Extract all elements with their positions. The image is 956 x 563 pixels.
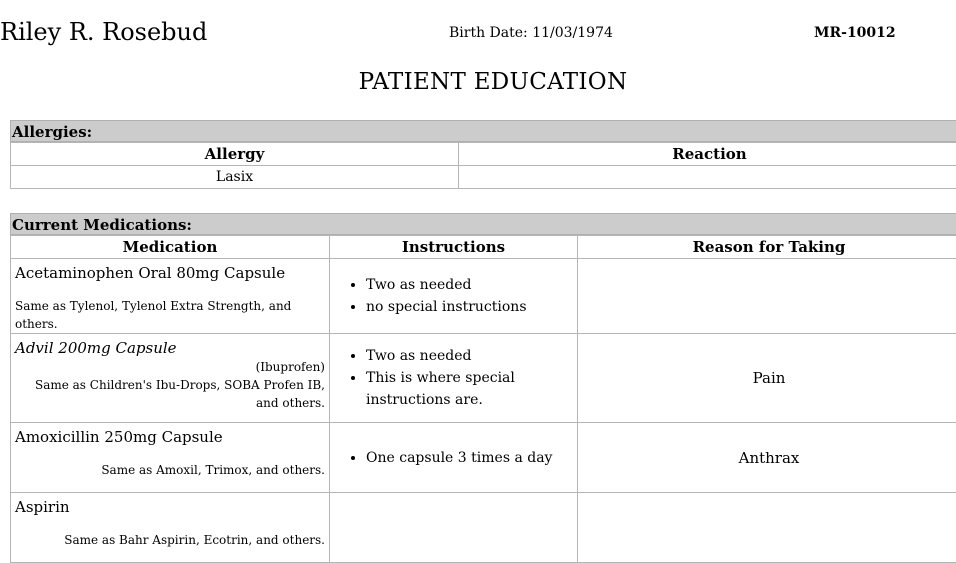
table-row [11,493,956,563]
column-header-reaction: Reaction [459,143,956,166]
instruction-item: • Two as needed [366,274,577,296]
column-header-medication: Medication [11,236,330,259]
medication-brand-equivalents: Same as Children's Ibu-Drops, SOBA Profen IB, and others. [15,376,325,412]
allergy-name: Lasix [11,166,459,189]
table-row [11,166,956,189]
medication-brand-equivalents: Same as Bahr Aspirin, Ecotrin, and others. [15,531,325,549]
column-header-reason: Reason for Taking [578,236,956,259]
instruction-item: • no special instructions [366,296,577,318]
medications-header-row [11,236,956,259]
instructions-cell [330,259,578,334]
medication-brand-equivalents: Same as Amoxil, Trimox, and others. [15,461,325,479]
medication-cell [11,259,330,334]
allergies-header-row [11,143,956,166]
instructions-cell [330,334,578,423]
column-header-instructions: Instructions [330,236,578,259]
instructions-cell [330,493,578,563]
table-row [11,423,956,493]
reason-cell [578,493,956,563]
allergies-section [10,120,956,189]
instruction-item: • This is where special instructions are. [366,367,577,411]
medication-cell [11,493,330,563]
medication-cell [11,334,330,423]
medication-name: Advil 200mg Capsule [15,338,325,358]
instructions-list [330,345,577,411]
instructions-list [330,447,577,469]
patient-name: Riley R. Rosebud [0,18,207,46]
reason-cell: Pain [578,334,956,423]
allergies-section-label: Allergies: [10,120,956,142]
page-title: PATIENT EDUCATION [0,69,956,95]
column-header-allergy: Allergy [11,143,459,166]
medications-section-label: Current Medications: [10,213,956,235]
table-row [11,259,956,334]
allergies-table [10,142,956,189]
medications-section [10,213,956,563]
medication-name: Acetaminophen Oral 80mg Capsule [15,263,325,283]
reason-cell [578,259,956,334]
medication-generic-name: (Ibuprofen) [15,358,325,376]
medication-name: Amoxicillin 250mg Capsule [15,427,325,447]
instructions-cell [330,423,578,493]
medication-cell [11,423,330,493]
reason-cell: Anthrax [578,423,956,493]
medication-name: Aspirin [15,497,325,517]
birth-date: Birth Date: 11/03/1974 [449,25,613,41]
allergy-reaction [459,166,956,189]
instructions-list [330,274,577,318]
table-row [11,334,956,423]
medication-brand-equivalents: Same as Tylenol, Tylenol Extra Strength, and others. [15,297,325,333]
medications-table [10,235,956,563]
instruction-item: • Two as needed [366,345,577,367]
patient-header [0,0,956,60]
medical-record-number: MR-10012 [814,25,896,41]
instruction-item: • One capsule 3 times a day [366,447,577,469]
